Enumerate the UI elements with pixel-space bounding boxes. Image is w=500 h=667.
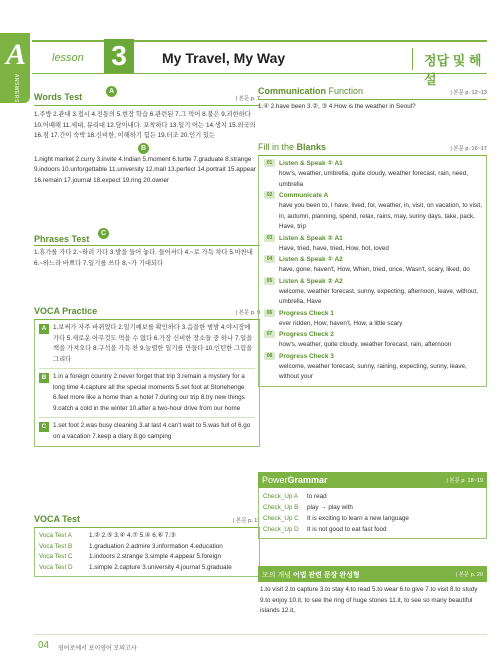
voca-practice-c-label: C <box>39 422 49 432</box>
grammar-row: Check_Up A to read <box>263 493 327 500</box>
footer-divider <box>34 634 487 635</box>
words-test-a-answers: 1.주방 2.관대 3.접시 4.전통의 5.현장 학습 6.관련된 7.그 먹어 8.불은 9.괴한하다 10.어때해 11.세대, 뮤리대 12.담이내다. 포착하다 13.일기 어는 14.생지 15.외국의 16.점 17.간이 숙박 18.신비한, 이해하기 힘든 19.터조 20.인기 있는 <box>34 111 256 139</box>
power-grammar-section <box>258 472 487 539</box>
voca-test-row: Voca Test B 1.graduation 2.admire 3.information 4.education <box>39 542 223 550</box>
phrases-test-section <box>34 230 260 269</box>
voca-practice-a-label: A <box>39 324 49 334</box>
fill-blank-item: 07 Progress Check 2 how's, weather, quite cloudy, weather forecast, rain, afternoon <box>262 330 483 351</box>
words-test-a-badge: A <box>106 86 117 97</box>
side-letter: A <box>6 38 27 71</box>
fill-blank-item: 06 Progress Check 1 ever ridden, How, haven't, How, a little scary <box>262 309 483 330</box>
communication-page: | 본문 p. 12~13 <box>450 90 487 96</box>
phrases-test-title: Phrases Test <box>34 234 90 244</box>
fill-blank-item: 01 Listen & Speak ① A1 how's, weather, umbrella, quite cloudy, weather forecast, rain, need, umbrella <box>262 159 483 190</box>
lesson-label: lesson <box>52 52 84 64</box>
words-test-b-answers: 1.night market 2.curry 3.invite 4.Indian 5.moment 6.turtle 7.graduate 8.strange 9.indoors 10.unforgettable 11.university 12.mall 13.perfect 14.portrait 15.appear 16.remain 17.journal 18.expect 19.ring 20.owner <box>34 155 256 184</box>
voca-practice-section <box>34 306 260 447</box>
voca-practice-c-answers: 1.set foot 2.was busy cleaning 3.at last 4.can't wait to 5.was full of 6.go on a vacation 7.keep a diary 8.go camping <box>53 422 251 440</box>
fill-blank-item: 03 Listen & Speak ② A1 Have, tried, have, tried, How, hot, loved <box>262 234 483 255</box>
conversion-answers: 1.to visit 2.to capture 3.to stay 4.to read 5.to wear 6.to give 7.to visit 8.to study 9.to enjoy 10.it, to see the ring of huge stones 11.it, to see so many beautiful islands 12.it, <box>260 586 478 614</box>
fill-blank-item: 04 Listen & Speak ① A2 have, gone, haven't, How, When, tried, once, Wasn't, scary, liked, do <box>262 255 483 276</box>
fill-blanks-title: Fill in the Blanks <box>258 142 327 152</box>
voca-test-row: Voca Test C 1.indoors 2.strange 3.simple 4.appear 5.foreign <box>39 553 221 560</box>
grammar-row: Check_Up C It is exciting to learn a new language <box>263 515 409 522</box>
fill-blanks-page: | 본문 p. 16~17 <box>450 146 487 152</box>
page-number: 04 <box>38 640 50 651</box>
words-test-title: Words Test <box>34 92 83 102</box>
words-test-section <box>34 88 260 186</box>
fill-blank-item: 05 Listen & Speak ② A2 welcome, weather forecast, sunny, expecting, afternoon, leave, without, umbrella, Have <box>262 277 483 308</box>
phrases-test-badge: C <box>98 228 109 239</box>
fill-blank-item: 02 Communicate A have you been to, I have, lived, for, weather, in, visit, on vacation, to visit, in, autumn, planning, spend, relax, rains, may, sunny days, take, pack, Have, trip <box>262 191 483 233</box>
fill-blanks-section <box>258 142 487 387</box>
conversion-page: | 본문 p. 20 <box>455 572 483 578</box>
grammar-row: Check_Up B play → play with <box>263 504 353 511</box>
answer-title: 정답 및 해설 <box>424 53 482 87</box>
voca-practice-page: | 본문 p. 9 <box>235 310 260 316</box>
phrases-test-answers: 1.휴가를 가다 2.~하려 가다 3.발을 들어 놓다. 들어서다 4.~로 가득 차다 5.마찬내 6.~하느라 바쁘다 7.일기를 쓰다 8.~가 기대되다 <box>34 249 253 267</box>
fill-blank-item: 08 Progress Check 3 welcome, weather forecast, sunny, raining, expecting, sunny, leave, without your <box>262 352 483 383</box>
words-test-page: | 본문 p. 7 <box>235 96 260 102</box>
page-header <box>32 40 487 87</box>
footer-text: 영어로에서 보이영어 모의고사 <box>58 646 137 652</box>
words-test-b-badge: B <box>138 143 149 154</box>
side-vertical-text: ANSWERS <box>13 74 19 103</box>
conversion-section <box>258 566 487 620</box>
voca-test-page: | 본문 p. 11 <box>233 518 260 524</box>
voca-test-section <box>34 514 260 577</box>
voca-practice-title: VOCA Practice <box>34 306 98 316</box>
communication-section <box>258 86 487 113</box>
communication-title: Communication Function <box>258 86 364 96</box>
power-grammar-title: PowerGrammar <box>262 475 328 485</box>
communication-answers: 1.④ 2.have been 3.②, ③ 4.How is the weather in Seoul? <box>258 103 416 110</box>
conversion-title: 모의 개념 어법 관련 문장 완성형 <box>262 572 360 579</box>
voca-test-row: Voca Test D 1.simple 2.capture 3.university 4.journal 5.graduate <box>39 563 232 571</box>
voca-test-row: Voca Test A 1.② 2.⑤ 3.④ 4.⑦ 5.④ 6.⑥ 7.③ <box>39 532 176 539</box>
header-divider <box>412 48 413 70</box>
lesson-number: 3 <box>104 39 134 73</box>
voca-practice-b-label: B <box>39 373 49 383</box>
voca-test-title: VOCA Test <box>34 514 81 524</box>
grammar-row: Check_Up D It is not good to eat fast food <box>263 526 387 533</box>
power-grammar-page: | 본문 p. 18~19 <box>446 478 483 484</box>
voca-practice-b-answers: 1.in a foreign country 2.never forget that trip 3.remain a mystery for a long time 4.capture all the special moments 5.set foot at Stonehenge 6.feel more like a home than a hotel 7.during our trip 8.try new things 9.catch a cold in the winter 10.after a two-hour drive from our home <box>53 373 245 412</box>
voca-practice-a-answers: 1.보써가 자주 바뀌었다 2.일기예보를 확인하다 3.음을한 범밤 4.야시장에 가다 5.새로운 아무것도 먹을 수 없다 6.가장 신비한 장소들 중 하나 7.일을 책을 가져오다 8.구석을 가득 찬 9.늘렬한 일기를 만들다 10.인턴한 그림을 그리다 <box>53 324 253 363</box>
lesson-title: My Travel, My Way <box>162 50 286 66</box>
